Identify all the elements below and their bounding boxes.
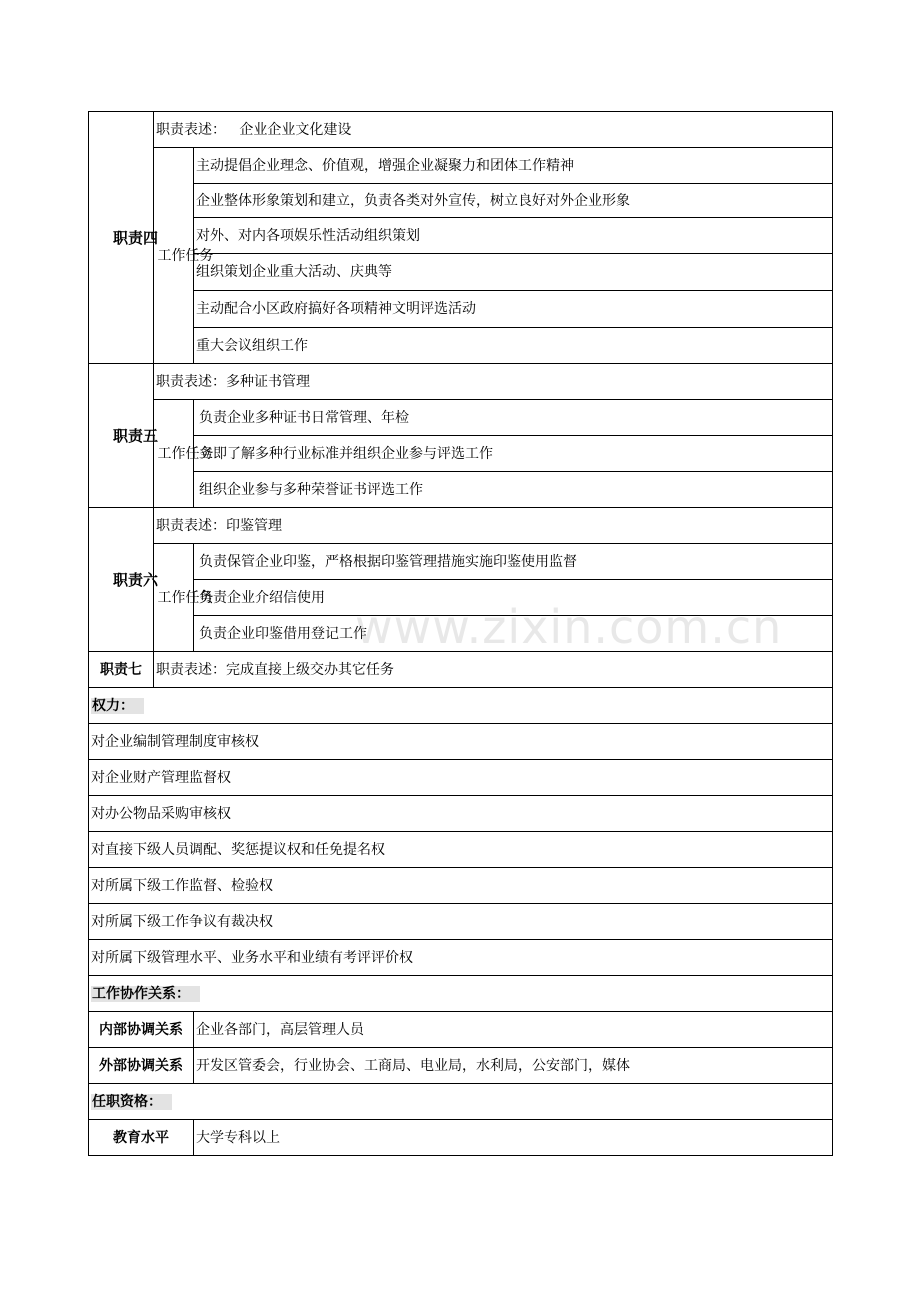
task-item: 对外、对内各项娱乐性活动组织策划 xyxy=(194,218,833,254)
duty-description-prefix: 职责表述： xyxy=(156,121,226,138)
duty-label-text: 职责五 xyxy=(113,426,159,445)
duty-label xyxy=(89,112,159,364)
duty-description xyxy=(154,364,833,400)
power-item: 对企业编制管理制度审核权 xyxy=(89,724,833,760)
duty-label: 职责七 xyxy=(89,652,154,688)
power-item: 对办公物品采购审核权 xyxy=(89,796,833,832)
task-item: 重大会议组织工作 xyxy=(194,328,833,364)
duty-description xyxy=(154,508,833,544)
duty-label-text: 职责四 xyxy=(113,228,159,247)
task-item: 负责企业多种证书日常管理、年检 xyxy=(194,400,833,436)
task-item: 负责企业印鉴借用登记工作 xyxy=(194,616,833,652)
power-item: 对直接下级人员调配、奖惩提议权和任免提名权 xyxy=(89,832,833,868)
job-description-table xyxy=(88,111,833,1156)
duty-description xyxy=(154,652,833,688)
task-item: 负责保管企业印鉴，严格根据印鉴管理措施实施印鉴使用监督 xyxy=(194,544,833,580)
task-item: 主动配合小区政府搞好各项精神文明评选活动 xyxy=(194,291,833,328)
duty-description-prefix: 职责表述： xyxy=(156,661,226,678)
cooperation-section-title xyxy=(89,976,833,1012)
task-item: 组织企业参与多种荣誉证书评选工作 xyxy=(194,472,833,508)
internal-coordination-label: 内部协调关系 xyxy=(89,1012,194,1048)
duty-label xyxy=(89,508,159,652)
power-item: 对所属下级工作监督、检验权 xyxy=(89,868,833,904)
external-coordination-label: 外部协调关系 xyxy=(89,1048,194,1084)
task-item: 立即了解多种行业标准并组织企业参与评选工作 xyxy=(194,436,833,472)
power-item: 对所属下级工作争议有裁决权 xyxy=(89,904,833,940)
power-item: 对企业财产管理监督权 xyxy=(89,760,833,796)
duty-description-text: 多种证书管理 xyxy=(226,373,310,390)
duty-label xyxy=(89,364,159,508)
qualification-section-title xyxy=(89,1084,833,1120)
task-item: 企业整体形象策划和建立，负责各类对外宣传，树立良好对外企业形象 xyxy=(194,184,833,218)
duty-description-prefix: 职责表述： xyxy=(156,517,226,534)
duty-label-text: 职责六 xyxy=(113,570,159,589)
task-label-text: 工作任务 xyxy=(157,445,214,462)
qualification-title: 任职资格： xyxy=(91,1094,172,1110)
task-label-text: 工作任务 xyxy=(157,589,214,606)
task-label xyxy=(154,544,214,652)
task-label xyxy=(154,148,214,364)
duty-description xyxy=(154,112,833,148)
powers-title: 权力： xyxy=(91,698,144,714)
internal-coordination-value: 企业各部门，高层管理人员 xyxy=(194,1012,833,1048)
external-coordination-value: 开发区管委会，行业协会、工商局、电业局，水利局，公安部门，媒体 xyxy=(194,1048,833,1084)
task-item: 组织策划企业重大活动、庆典等 xyxy=(194,254,833,291)
watermark: www.zixin.com.cn xyxy=(355,600,783,654)
education-label: 教育水平 xyxy=(89,1120,194,1156)
power-item: 对所属下级管理水平、业务水平和业绩有考评评价权 xyxy=(89,940,833,976)
cooperation-title: 工作协作关系： xyxy=(91,986,200,1002)
duty-description-text: 完成直接上级交办其它任务 xyxy=(226,661,394,678)
duty-description-text: 企业企业文化建设 xyxy=(239,121,352,138)
task-item: 主动提倡企业理念、价值观，增强企业凝聚力和团体工作精神 xyxy=(194,148,833,184)
duty-description-prefix: 职责表述： xyxy=(156,373,226,390)
task-label-text: 工作任务 xyxy=(157,247,214,264)
duty-description-text: 印鉴管理 xyxy=(226,517,282,534)
education-value: 大学专科以上 xyxy=(194,1120,833,1156)
powers-section-title xyxy=(89,688,833,724)
task-item: 负责企业介绍信使用 xyxy=(194,580,833,616)
task-label xyxy=(154,400,214,508)
